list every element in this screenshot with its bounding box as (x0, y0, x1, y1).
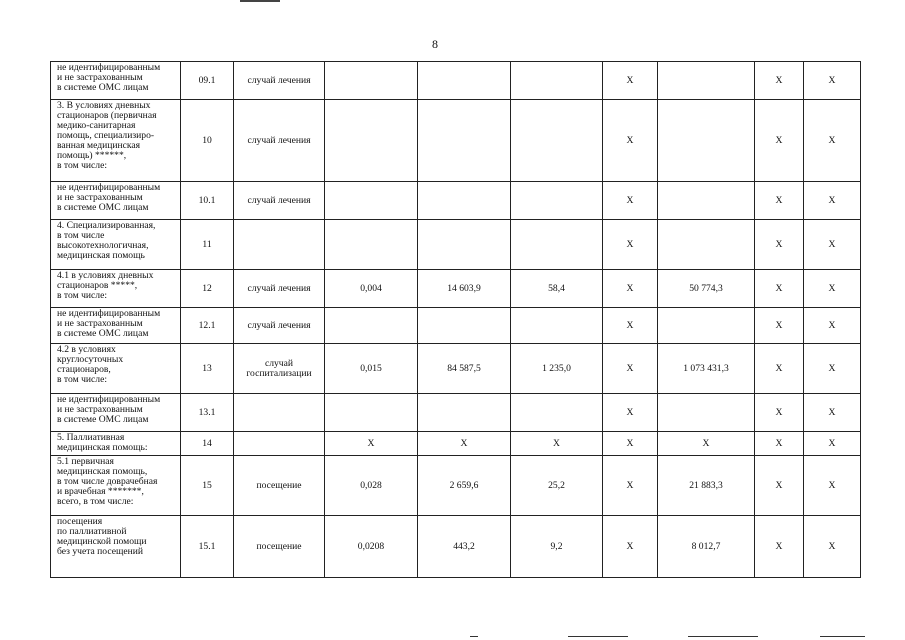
cell-row-number: 09.1 (181, 62, 234, 100)
table-row (51, 100, 861, 182)
row-name-line: в системе ОМС лицам (57, 82, 149, 93)
cell-cost-per-unit: Х (418, 432, 511, 456)
cell-budget-cost: 1 073 431,3 (658, 344, 755, 394)
scan-line-bottom-2 (568, 636, 628, 637)
cell-oms-per-capita: Х (603, 308, 658, 344)
cell-unit: случай лечения (234, 308, 325, 344)
cell-per-capita-norm: 25,2 (511, 456, 603, 516)
cell-row-number: 14 (181, 432, 234, 456)
row-name-line: медицинской помощи (57, 536, 147, 547)
cell-unit (234, 432, 325, 456)
cell-cost-per-unit: 84 587,5 (418, 344, 511, 394)
cell-unit (234, 394, 325, 432)
cell-per-capita-norm: 9,2 (511, 516, 603, 578)
cell-budget-cost: Х (658, 432, 755, 456)
cell-per-capita-norm: 58,4 (511, 270, 603, 308)
cell-oms-per-capita: Х (603, 456, 658, 516)
table-row (51, 394, 861, 432)
table-row (51, 62, 861, 100)
row-name-line: 4.2 в условиях (57, 344, 116, 355)
cell-total-percent: Х (804, 432, 861, 456)
cell-cost-per-unit (418, 308, 511, 344)
cell-row-number: 13 (181, 344, 234, 394)
row-name-line: 5. Паллиативная (57, 432, 125, 443)
scan-line-bottom-4 (820, 636, 865, 637)
cell-per-capita-norm: 1 235,0 (511, 344, 603, 394)
cell-cost-per-unit: 443,2 (418, 516, 511, 578)
row-name-line: всего, в том числе: (57, 496, 134, 507)
cell-budget-cost: 21 883,3 (658, 456, 755, 516)
cell-budget-cost (658, 308, 755, 344)
cell-budget-cost (658, 182, 755, 220)
cell-oms-per-capita: Х (603, 516, 658, 578)
table-row (51, 344, 861, 394)
cell-oms-per-capita: Х (603, 394, 658, 432)
row-name-line: в системе ОМС лицам (57, 328, 149, 339)
row-name-line: ванная медицинская (57, 140, 141, 151)
table-row (51, 432, 861, 456)
medical-care-table (50, 61, 861, 578)
row-name-line: 4. Специализированная, (57, 220, 156, 231)
cell-total-percent: Х (804, 270, 861, 308)
row-name (51, 432, 181, 456)
scan-line-bottom-1 (470, 636, 478, 637)
cell-standard-volume: Х (325, 432, 418, 456)
row-name-line: посещения (57, 516, 103, 527)
row-name (51, 394, 181, 432)
cell-oms-per-capita: Х (603, 432, 658, 456)
row-name (51, 344, 181, 394)
cell-standard-volume: 0,004 (325, 270, 418, 308)
cell-total-percent: Х (804, 100, 861, 182)
cell-cost-per-unit (418, 62, 511, 100)
row-name (51, 270, 181, 308)
cell-oms-cost: Х (755, 516, 804, 578)
row-name (51, 100, 181, 182)
row-name-line: в том числе: (57, 290, 108, 301)
row-name-line: стационаров (первичная (57, 110, 157, 121)
cell-cost-per-unit (418, 100, 511, 182)
cell-per-capita-norm: Х (511, 432, 603, 456)
cell-oms-cost: Х (755, 456, 804, 516)
row-name-line: и не застрахованным (57, 404, 143, 415)
cell-budget-cost (658, 220, 755, 270)
cell-budget-cost (658, 394, 755, 432)
cell-oms-cost: Х (755, 394, 804, 432)
cell-total-percent: Х (804, 62, 861, 100)
cell-standard-volume: 0,015 (325, 344, 418, 394)
cell-oms-cost: Х (755, 182, 804, 220)
row-name (51, 516, 181, 578)
page-number: 8 (432, 37, 438, 51)
row-name-line: не идентифицированным (57, 308, 161, 319)
row-name-line: стационаров *****, (57, 280, 138, 291)
row-name-line: медицинская помощь (57, 250, 145, 261)
row-name-line: высокотехнологичная, (57, 240, 149, 251)
table-row (51, 220, 861, 270)
cell-per-capita-norm (511, 308, 603, 344)
cell-oms-per-capita: Х (603, 270, 658, 308)
row-name-line: в том числе доврачебная (57, 476, 158, 487)
cell-unit: посещение (234, 456, 325, 516)
cell-unit (234, 220, 325, 270)
cell-oms-per-capita: Х (603, 182, 658, 220)
cell-standard-volume (325, 220, 418, 270)
cell-budget-cost: 50 774,3 (658, 270, 755, 308)
cell-standard-volume: 0,028 (325, 456, 418, 516)
table-row (51, 456, 861, 516)
cell-per-capita-norm (511, 182, 603, 220)
cell-unit: случай лечения (234, 270, 325, 308)
table-row (51, 308, 861, 344)
row-name-line: не идентифицированным (57, 182, 161, 193)
cell-oms-cost: Х (755, 220, 804, 270)
cell-cost-per-unit: 14 603,9 (418, 270, 511, 308)
table-row (51, 516, 861, 578)
cell-oms-per-capita: Х (603, 344, 658, 394)
row-name-line: и не застрахованным (57, 318, 143, 329)
cell-budget-cost: 8 012,7 (658, 516, 755, 578)
cell-oms-cost: Х (755, 270, 804, 308)
table-row (51, 182, 861, 220)
row-name (51, 308, 181, 344)
cell-row-number: 12 (181, 270, 234, 308)
row-name-line: в том числе (57, 230, 105, 241)
cell-row-number: 15.1 (181, 516, 234, 578)
row-name-line: медицинская помощь, (57, 466, 148, 477)
row-name-line: круглосуточных (57, 354, 124, 365)
cell-oms-cost: Х (755, 344, 804, 394)
row-name-line: не идентифицированным (57, 62, 161, 73)
row-name-line: и не застрахованным (57, 72, 143, 83)
row-name-line: и врачебная *******, (57, 486, 144, 497)
cell-row-number: 10 (181, 100, 234, 182)
cell-unit: случай лечения (234, 62, 325, 100)
row-name-line: медико-санитарная (57, 120, 136, 131)
row-name-line: 3. В условиях дневных (57, 100, 151, 111)
cell-oms-per-capita: Х (603, 220, 658, 270)
cell-per-capita-norm (511, 220, 603, 270)
cell-row-number: 15 (181, 456, 234, 516)
row-name-line: стационаров, (57, 364, 111, 375)
cell-standard-volume: 0,0208 (325, 516, 418, 578)
row-name-line: без учета посещений (57, 546, 144, 557)
cell-row-number: 12.1 (181, 308, 234, 344)
cell-oms-cost: Х (755, 308, 804, 344)
cell-unit: посещение (234, 516, 325, 578)
cell-budget-cost (658, 100, 755, 182)
row-name-line: помощь) ******, (57, 150, 127, 161)
cell-row-number: 10.1 (181, 182, 234, 220)
scan-mark-top (240, 0, 280, 2)
cell-cost-per-unit: 2 659,6 (418, 456, 511, 516)
cell-total-percent: Х (804, 394, 861, 432)
row-name-line: 5.1 первичная (57, 456, 114, 467)
row-name (51, 220, 181, 270)
row-name-line: в системе ОМС лицам (57, 414, 149, 425)
cell-oms-per-capita: Х (603, 62, 658, 100)
row-name-line: по паллиативной (57, 526, 127, 537)
cell-row-number: 11 (181, 220, 234, 270)
cell-unit: случай лечения (234, 100, 325, 182)
cell-standard-volume (325, 62, 418, 100)
table-row (51, 270, 861, 308)
cell-total-percent: Х (804, 182, 861, 220)
cell-per-capita-norm (511, 100, 603, 182)
cell-total-percent: Х (804, 344, 861, 394)
scan-line-bottom-3 (688, 636, 758, 637)
cell-cost-per-unit (418, 220, 511, 270)
cell-standard-volume (325, 182, 418, 220)
row-name-line: и не застрахованным (57, 192, 143, 203)
cell-cost-per-unit (418, 182, 511, 220)
cell-standard-volume (325, 394, 418, 432)
row-name-line: не идентифицированным (57, 394, 161, 405)
cell-per-capita-norm (511, 62, 603, 100)
cell-unit: случай лечения (234, 182, 325, 220)
cell-total-percent: Х (804, 220, 861, 270)
row-name-line: в том числе: (57, 160, 108, 171)
cell-budget-cost (658, 62, 755, 100)
row-name-line: помощь, специализиро- (57, 130, 155, 141)
row-name-line: в том числе: (57, 374, 108, 385)
cell-standard-volume (325, 308, 418, 344)
row-name-line: медицинская помощь: (57, 442, 148, 453)
cell-unit: случай госпитализации (234, 344, 325, 394)
cell-total-percent: Х (804, 456, 861, 516)
row-name (51, 182, 181, 220)
cell-total-percent: Х (804, 308, 861, 344)
cell-oms-cost: Х (755, 432, 804, 456)
row-name (51, 62, 181, 100)
row-name (51, 456, 181, 516)
cell-row-number: 13.1 (181, 394, 234, 432)
cell-cost-per-unit (418, 394, 511, 432)
cell-oms-per-capita: Х (603, 100, 658, 182)
cell-standard-volume (325, 100, 418, 182)
row-name-line: в системе ОМС лицам (57, 202, 149, 213)
cell-per-capita-norm (511, 394, 603, 432)
cell-oms-cost: Х (755, 100, 804, 182)
row-name-line: 4.1 в условиях дневных (57, 270, 154, 281)
cell-total-percent: Х (804, 516, 861, 578)
cell-oms-cost: Х (755, 62, 804, 100)
